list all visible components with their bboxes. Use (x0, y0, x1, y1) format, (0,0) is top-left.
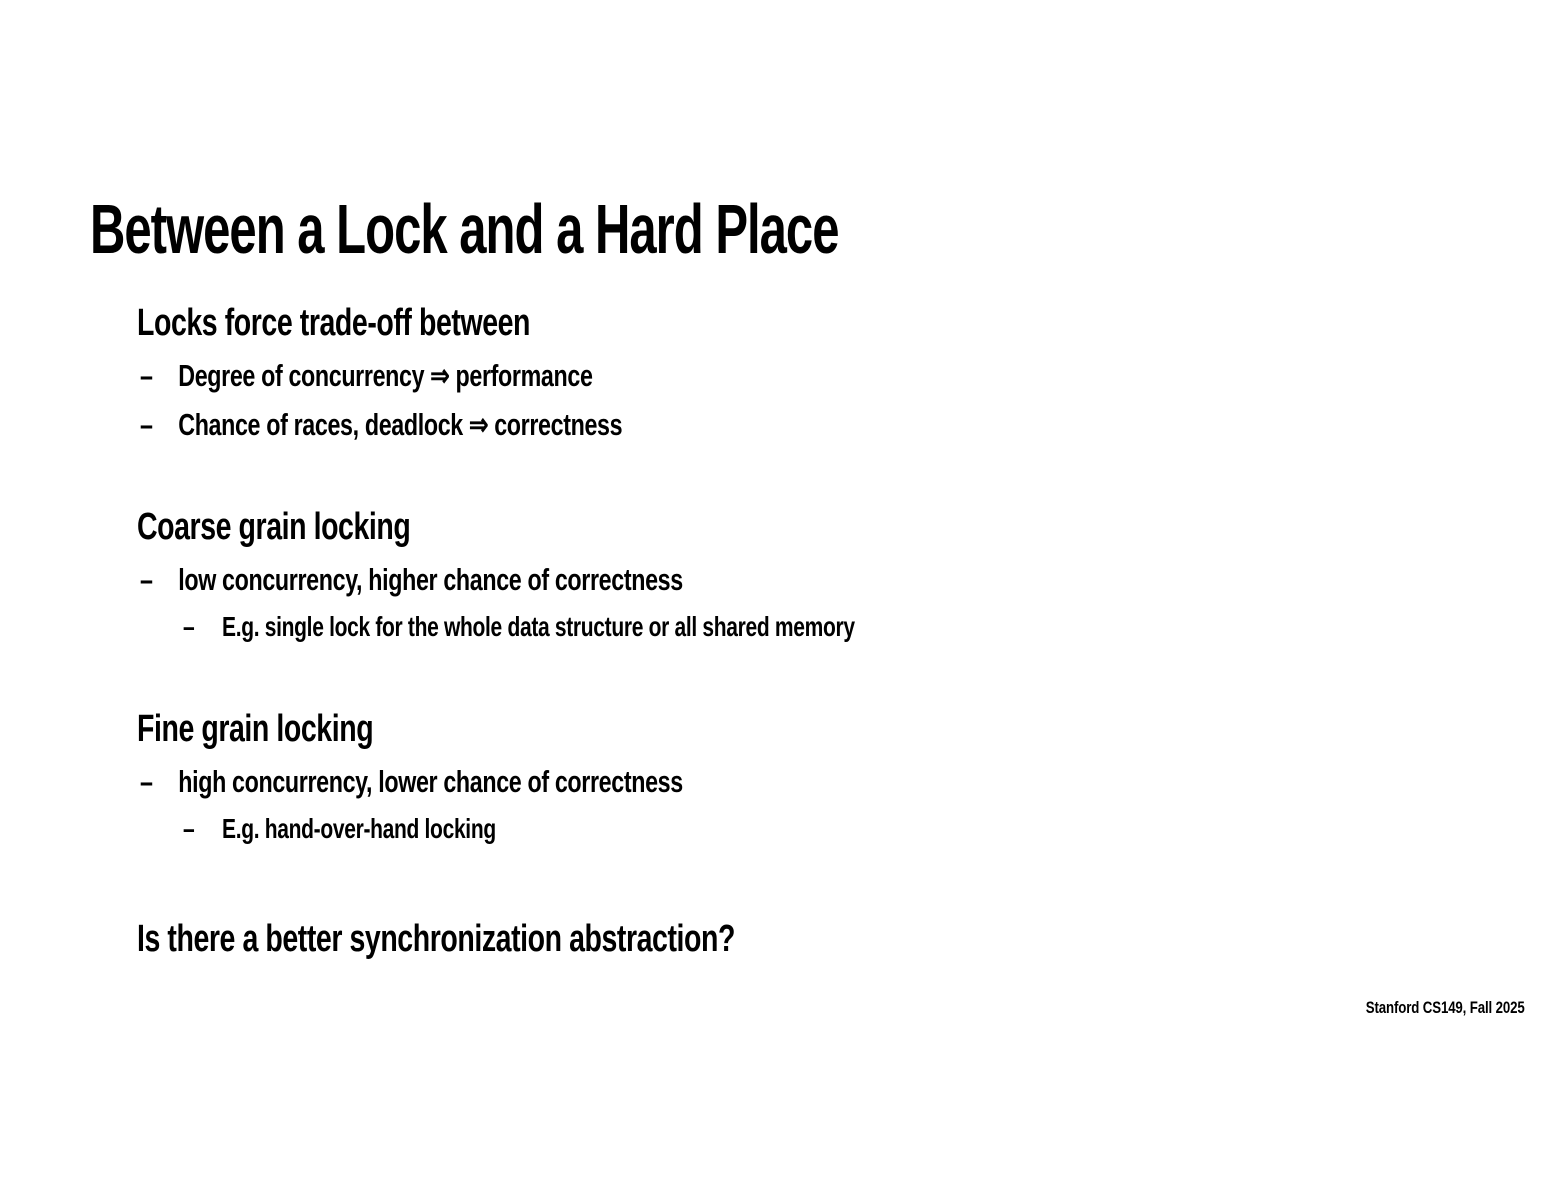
page-title (90, 190, 1159, 268)
bullet-text: E.g. hand-over-hand locking (222, 813, 496, 844)
footer-credit (1321, 999, 1525, 1017)
dash-bullet-icon: – (183, 611, 195, 642)
subbullet-hand-over-hand (183, 815, 600, 843)
dash-bullet-icon: – (140, 407, 153, 442)
bullet-high-concurrency (140, 766, 864, 797)
dash-bullet-icon: – (140, 562, 153, 597)
dash-bullet-icon: – (140, 764, 153, 799)
bullet-degree-of-concurrency (140, 360, 743, 391)
section-heading-fine-grain: Fine grain locking (137, 708, 374, 750)
bullet-text: low concurrency, higher chance of correctness (178, 562, 683, 597)
bullet-text: high concurrency, lower chance of correctness (178, 764, 683, 799)
bullet-low-concurrency (140, 564, 864, 595)
bullet-chance-of-races (140, 409, 783, 440)
footer-credit-text: Stanford CS149, Fall 2025 (1366, 998, 1525, 1017)
subbullet-single-lock (183, 613, 1079, 641)
bullet-text: Degree of concurrency ⇒ performance (178, 358, 593, 393)
bullet-text: E.g. single lock for the whole data structure or all shared memory (222, 611, 855, 642)
section-heading-better-abstraction: Is there a better synchronization abstraction? (137, 918, 735, 960)
dash-bullet-icon: – (183, 813, 195, 844)
dash-bullet-icon: – (140, 358, 153, 393)
bullet-text: Chance of races, deadlock ⇒ correctness (178, 407, 623, 442)
section-heading-coarse-grain: Coarse grain locking (137, 506, 411, 548)
page-title-text: Between a Lock and a Hard Place (90, 190, 839, 268)
section-heading-locks-tradeoff: Locks force trade-off between (137, 302, 531, 344)
